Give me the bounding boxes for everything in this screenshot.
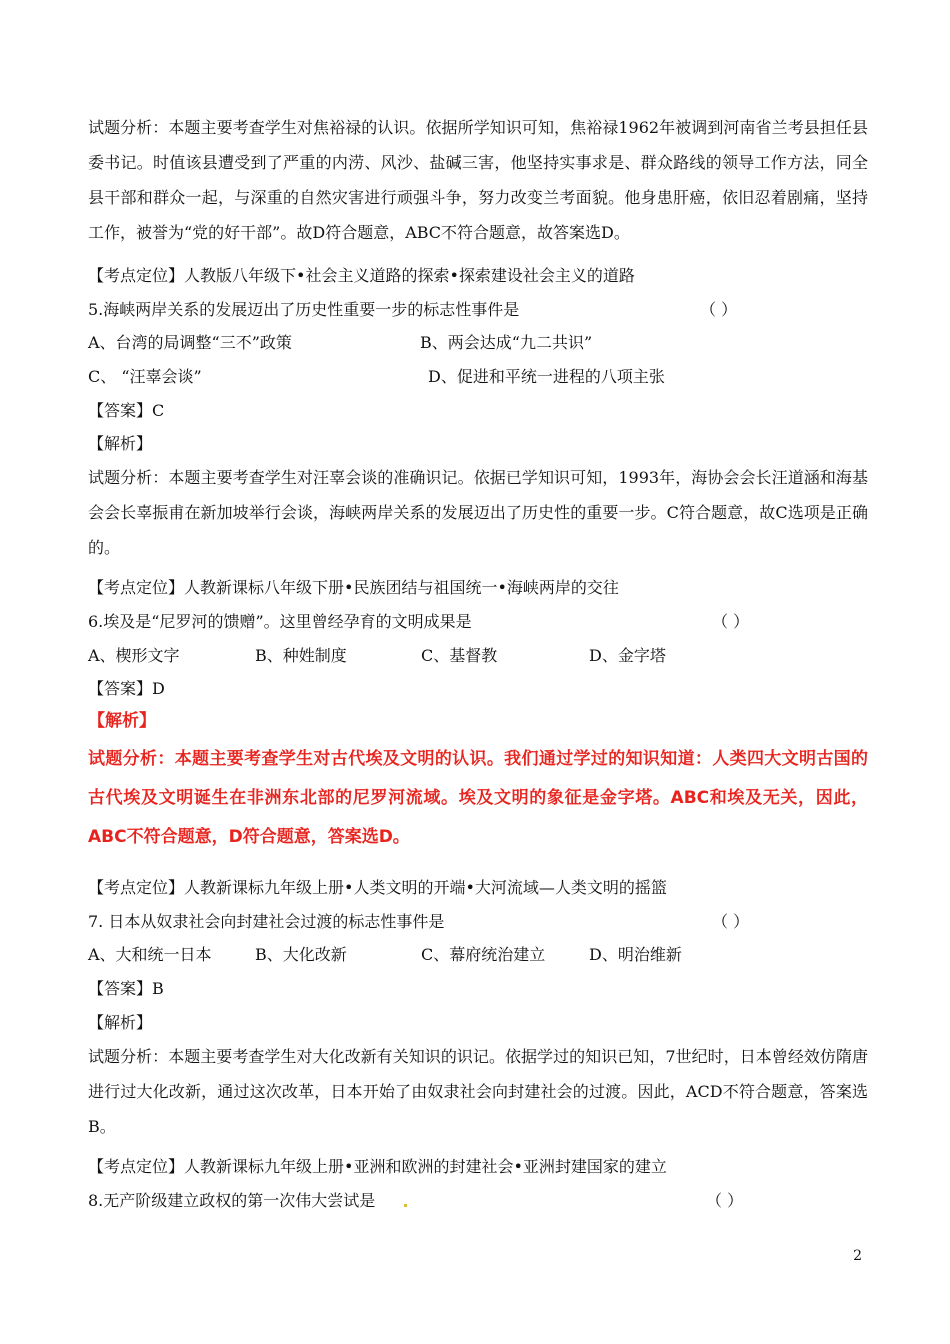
q5-analysis: 试题分析：本题主要考查学生对汪辜会谈的准确识记。依据已学知识可知，1993年，海协会会长汪道涵和海基会会长辜振甫在新加坡举行会谈，海峡两岸关系的发展迈出了历史性的重要一步。C符合题意，故C选项是正确的。: [88, 468, 868, 557]
q7-jiexi: 【解析】: [88, 1013, 153, 1032]
q5-option-d: D、促进和平统一进程的八项主张: [428, 367, 665, 386]
q5-paren: （ ）: [700, 300, 738, 319]
q7-option-d: D、明治维新: [589, 945, 682, 964]
page-number: 2: [853, 1248, 862, 1264]
decorative-dot: [404, 1204, 407, 1207]
q7-option-b: B、大化改新: [255, 945, 347, 964]
q6-paren: （ ）: [712, 612, 750, 631]
q6-option-a: A、楔形文字: [88, 646, 180, 665]
q5-option-a: A、台湾的局调整“三不”政策: [88, 333, 292, 352]
q6-jiexi: 【解析】: [88, 711, 156, 731]
q8-paren: （ ）: [706, 1191, 744, 1210]
q7-analysis: 试题分析：本题主要考查学生对大化改新有关知识的识记。依据学过的知识已知，7世纪时，日本曾经效仿隋唐进行过大化改新，通过这次改革，日本开始了由奴隶社会向封建社会的过渡。因此，ACD不符合题意，答案选B。: [88, 1047, 868, 1136]
q6-analysis: 试题分析：本题主要考查学生对古代埃及文明的认识。我们通过学过的知识知道：人类四大文明古国的古代埃及文明诞生在非洲东北部的尼罗河流域。埃及文明的象征是金字塔。ABC和埃及无关，因此，ABC不符合题意，D符合题意，答案选D。: [88, 749, 868, 847]
q6-option-b: B、种姓制度: [255, 646, 347, 665]
q6-point: 【考点定位】人教新课标九年级上册•人类文明的开端•大河流域—人类文明的摇篮: [88, 878, 667, 897]
q7-point: 【考点定位】人教新课标九年级上册•亚洲和欧洲的封建社会•亚洲封建国家的建立: [88, 1157, 667, 1176]
q7-paren: （ ）: [712, 912, 750, 931]
q7-option-c: C、幕府统治建立: [421, 945, 546, 964]
analysis1-point: 【考点定位】人教版八年级下•社会主义道路的探索•探索建设社会主义的道路: [88, 266, 635, 285]
q7-option-a: A、大和统一日本: [88, 945, 212, 964]
q7-stem: 7. 日本从奴隶社会向封建社会过渡的标志性事件是: [88, 912, 445, 931]
q5-jiexi: 【解析】: [88, 434, 153, 453]
q5-stem: 5.海峡两岸关系的发展迈出了历史性重要一步的标志性事件是: [88, 300, 520, 319]
q8-stem: 8.无产阶级建立政权的第一次伟大尝试是: [88, 1191, 376, 1210]
q6-option-d: D、金字塔: [589, 646, 666, 665]
q5-option-b: B、两会达成“九二共识”: [420, 333, 593, 352]
q5-answer: 【答案】C: [88, 401, 165, 420]
q7-answer: 【答案】B: [88, 979, 164, 998]
q5-option-c: C、 “汪辜会谈”: [88, 367, 202, 386]
q6-stem: 6.埃及是“尼罗河的馈赠”。这里曾经孕育的文明成果是: [88, 612, 472, 631]
q6-answer: 【答案】D: [88, 679, 165, 698]
q6-option-c: C、基督教: [421, 646, 498, 665]
analysis1-text: 试题分析：本题主要考查学生对焦裕禄的认识。依据所学知识可知，焦裕禄1962年被调到河南省兰考县担任县委书记。时值该县遭受到了严重的内涝、风沙、盐碱三害，他坚持实事求是、群众路线的领导工作方法，同全县干部和群众一起，与深重的自然灾害进行顽强斗争，努力改变兰考面貌。他身患肝癌，依旧忍着剧痛，坚持工作，被誉为“党的好干部”。故D符合题意，ABC不符合题意，故答案选D。: [88, 118, 868, 242]
q5-point: 【考点定位】人教新课标八年级下册•民族团结与祖国统一•海峡两岸的交往: [88, 578, 619, 597]
